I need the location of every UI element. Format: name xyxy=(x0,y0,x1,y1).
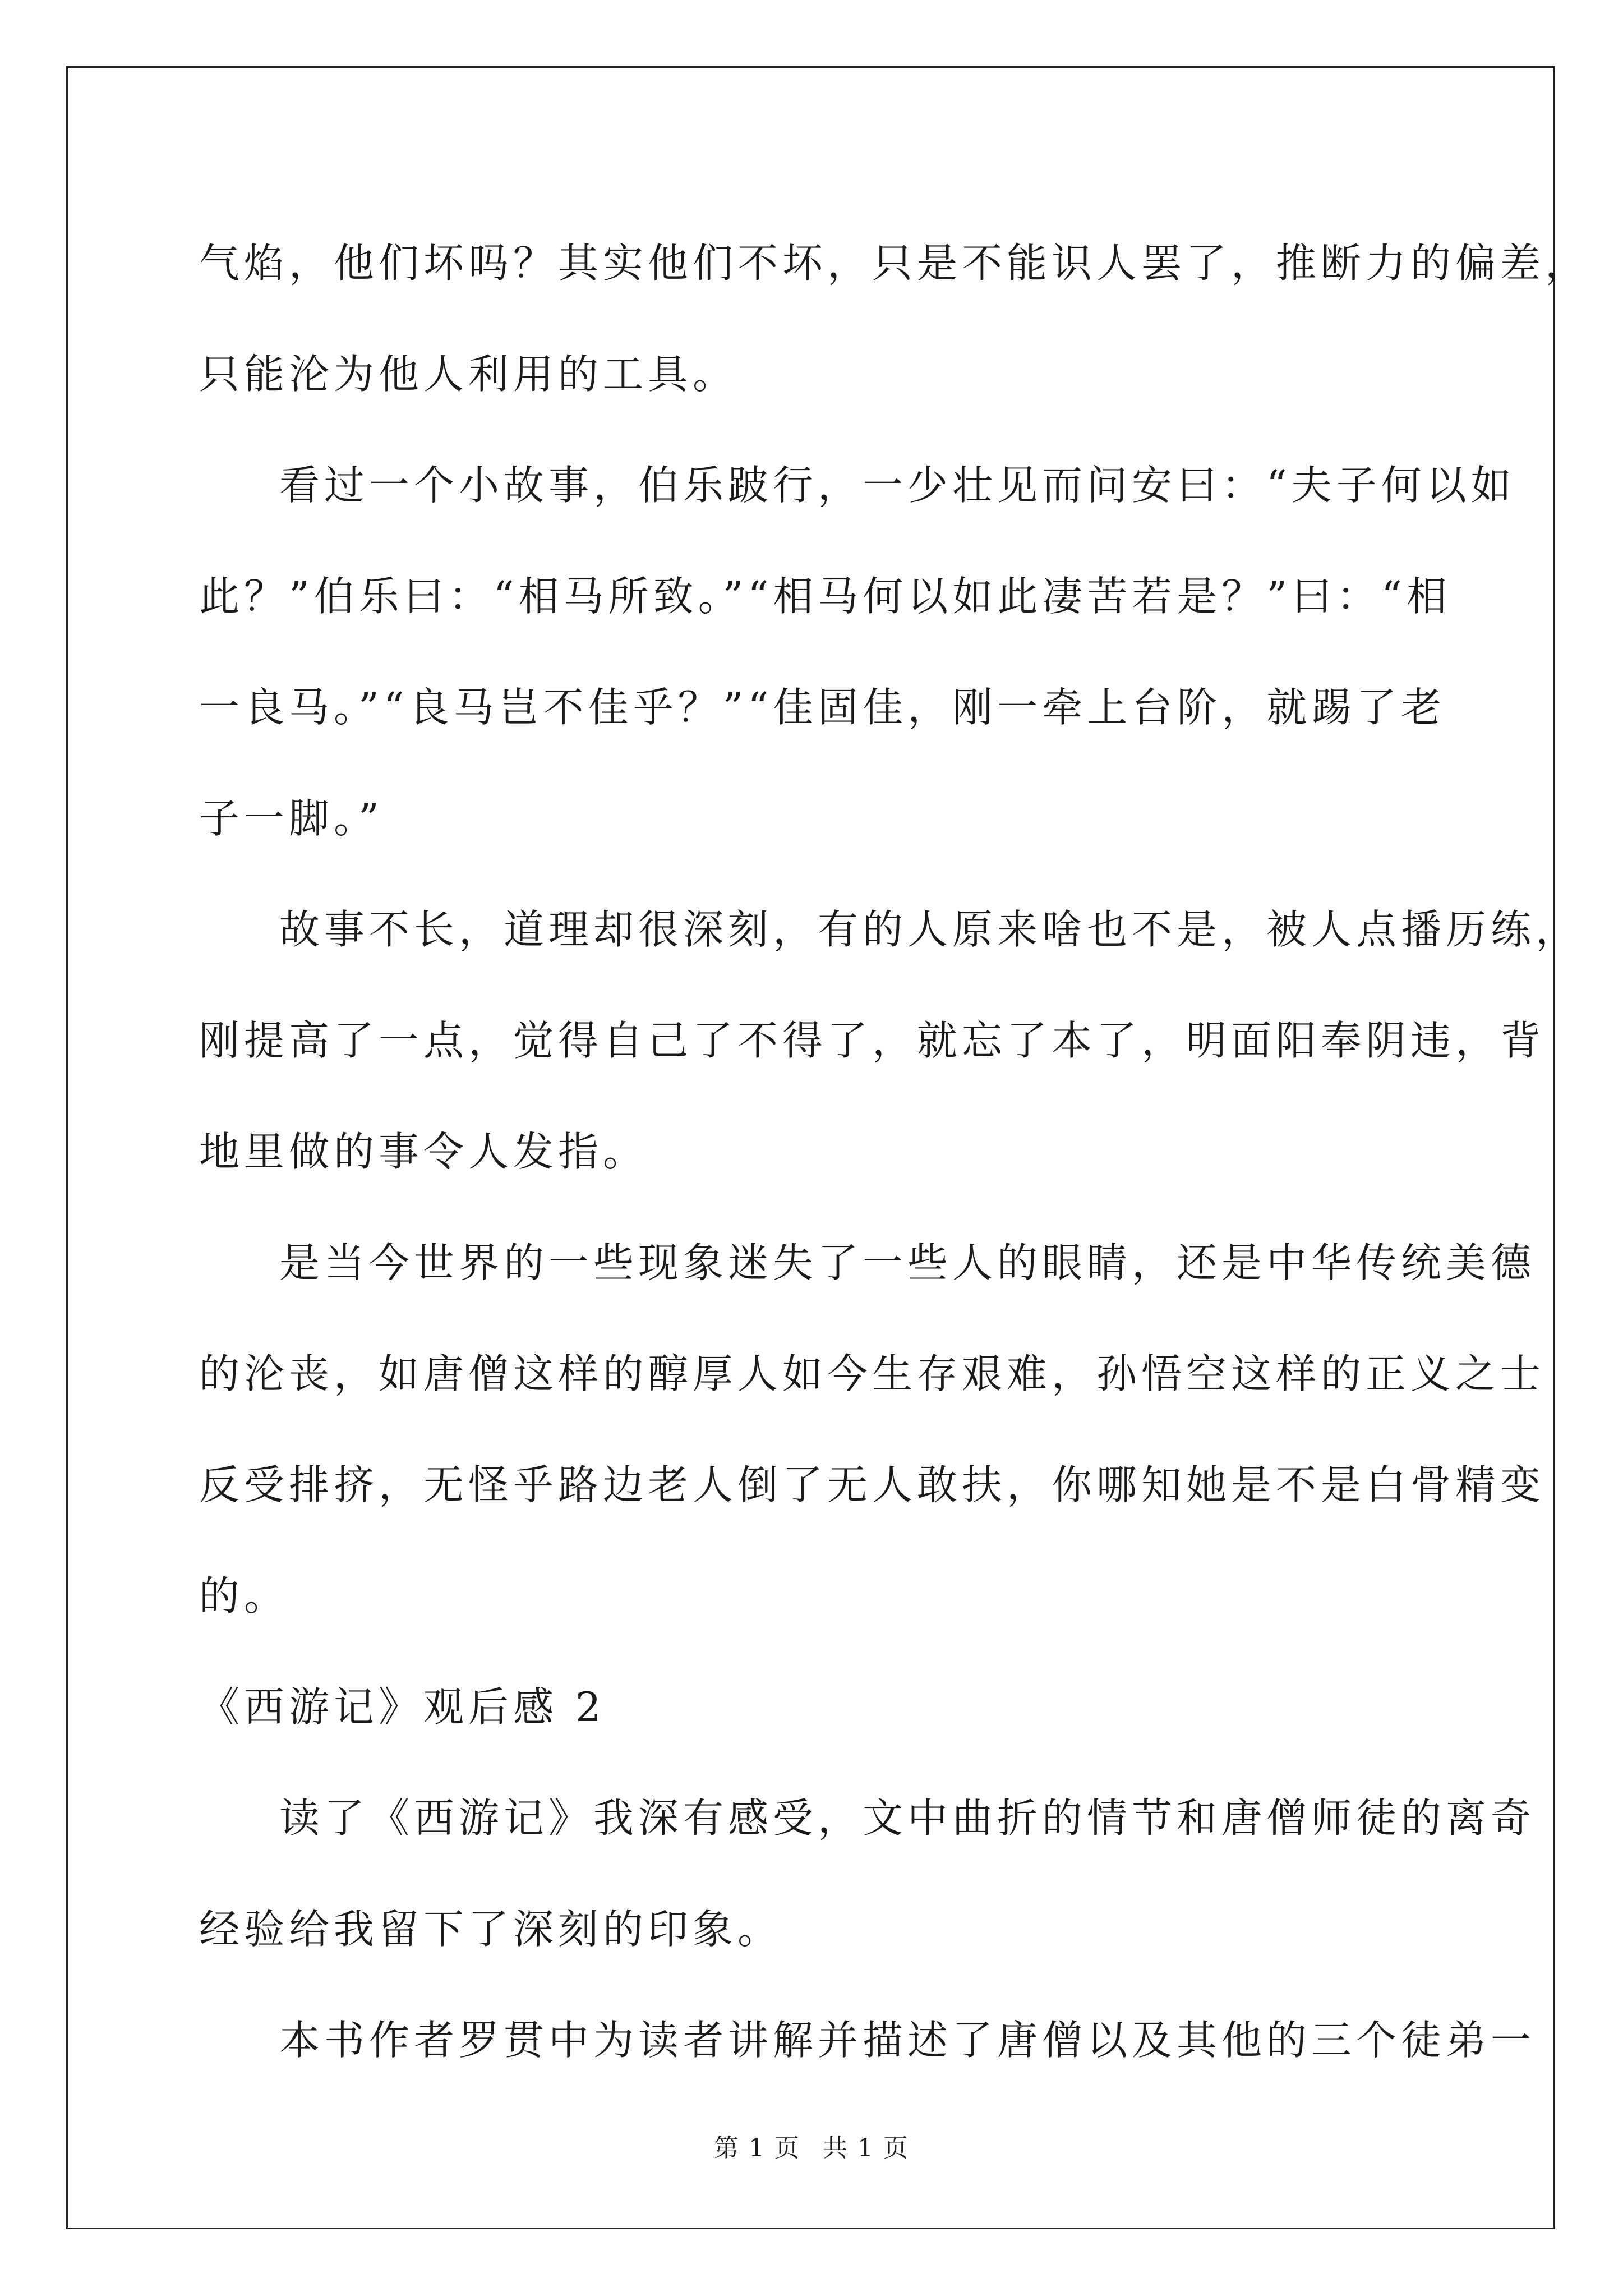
text-line: 本书作者罗贯中为读者讲解并描述了唐僧以及其他的三个徒弟一 xyxy=(279,2017,1536,2064)
text-line: 一良马。”“良马岂不佳乎？”“佳固佳，刚一牵上台阶，就踢了老 xyxy=(199,684,1446,731)
section-heading: 《西游记》观后感 2 xyxy=(199,1683,606,1731)
text-line: 地里做的事令人发指。 xyxy=(199,1128,648,1175)
text-line: 子一脚。” xyxy=(199,795,384,842)
page-total: 共 1 页 xyxy=(823,2134,909,2162)
text-line: 的沦丧，如唐僧这样的醇厚人如今生存艰难，孙悟空这样的正义之士 xyxy=(199,1350,1546,1397)
text-line: 读了《西游记》我深有感受，文中曲折的情节和唐僧师徒的离奇 xyxy=(279,1795,1536,1842)
text-line: 刚提高了一点，觉得自己了不得了，就忘了本了，明面阳奉阴违，背 xyxy=(199,1017,1546,1064)
text-line: 是当今世界的一些现象迷失了一些人的眼睛，还是中华传统美德 xyxy=(279,1239,1536,1286)
text-line: 经验给我留下了深刻的印象。 xyxy=(199,1906,783,1953)
text-line: 只能沦为他人利用的工具。 xyxy=(199,351,738,398)
page-number: 第 1 页 xyxy=(714,2134,800,2162)
text-line: 反受排挤，无怪乎路边老人倒了无人敢扶，你哪知她是不是白骨精变 xyxy=(199,1461,1546,1508)
text-line: 看过一个小故事，伯乐跛行，一少壮见而问安曰：“夫子何以如 xyxy=(279,462,1516,509)
text-line: 气焰，他们坏吗？其实他们不坏，只是不能识人罢了，推断力的偏差， xyxy=(199,240,1590,287)
document-body xyxy=(199,208,1590,2096)
text-line: 故事不长，道理却很深刻，有的人原来啥也不是，被人点播历练， xyxy=(279,906,1581,953)
text-line: 此？”伯乐曰：“相马所致。”“相马何以如此凄苦若是？”曰：“相 xyxy=(199,573,1451,620)
page-footer xyxy=(0,2132,1623,2165)
text-line: 的。 xyxy=(199,1572,289,1619)
